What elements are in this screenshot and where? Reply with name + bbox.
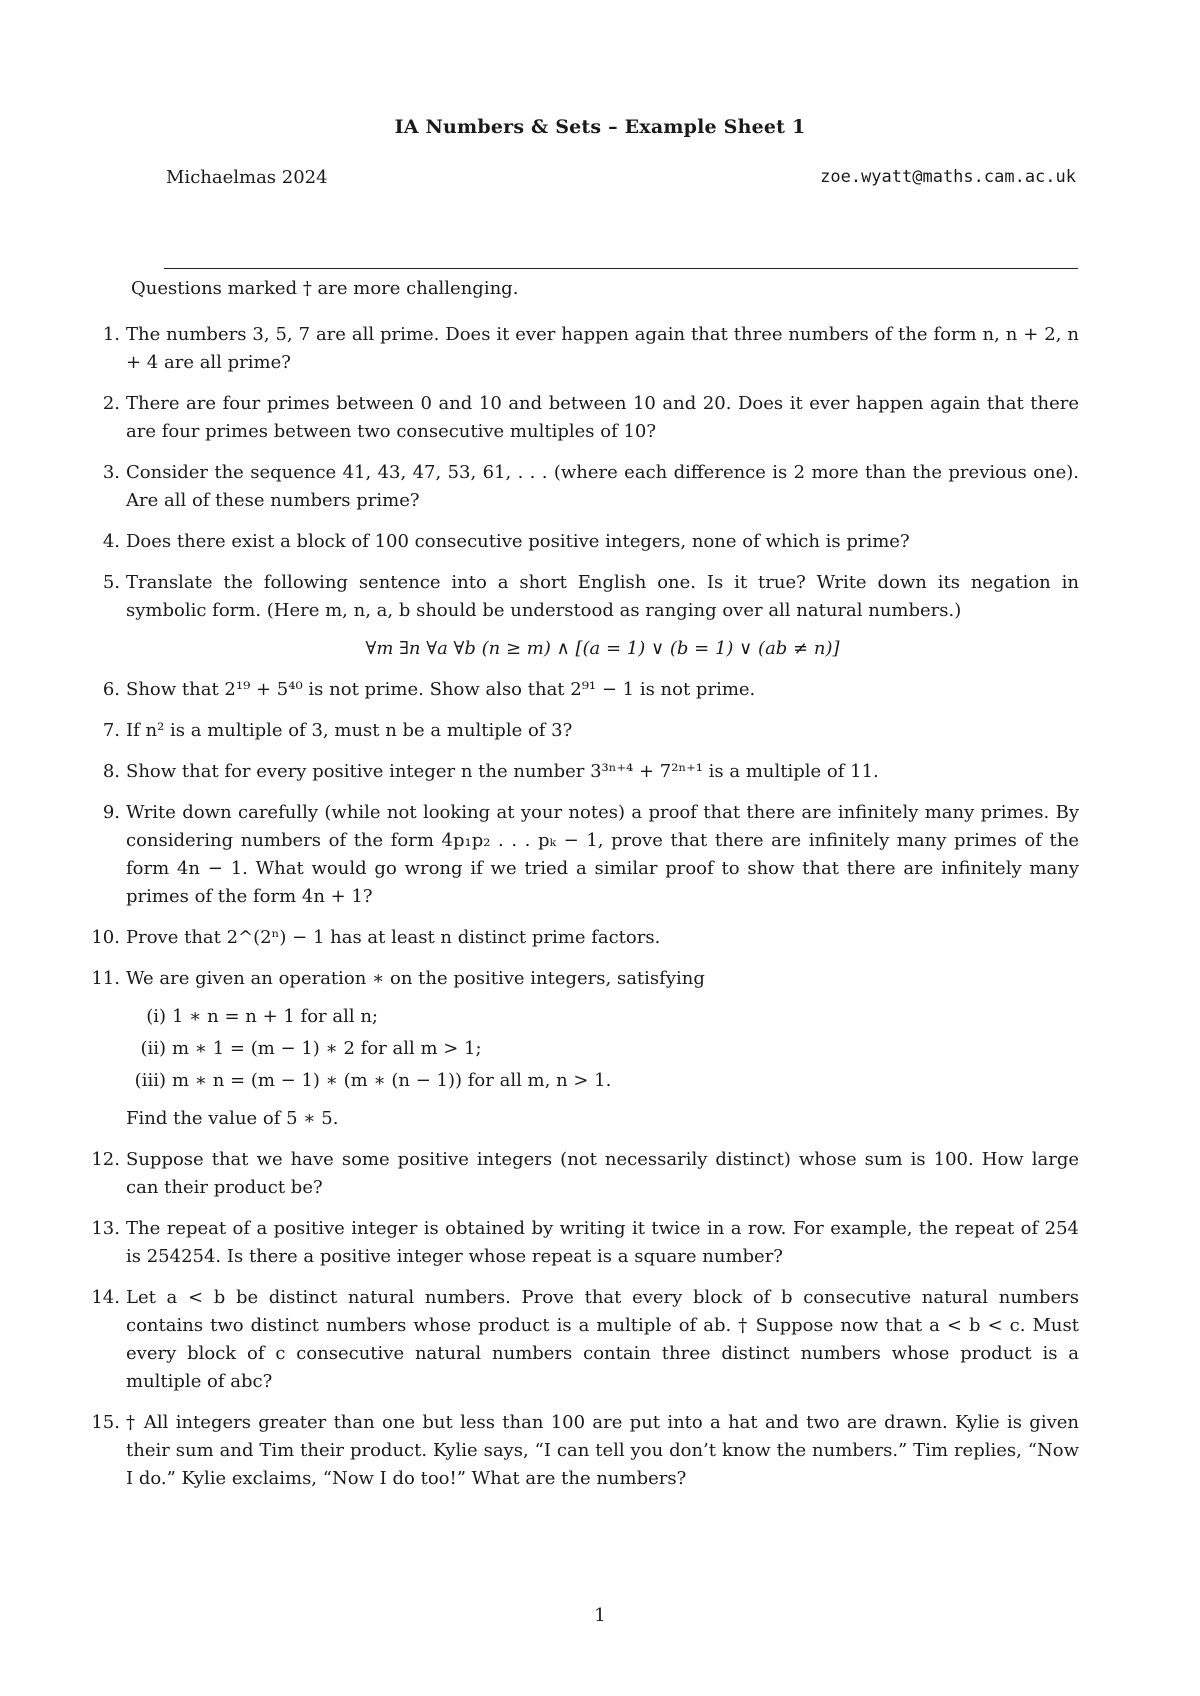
question-item bbox=[102, 569, 1079, 663]
question-number: 14. bbox=[91, 1287, 120, 1308]
sub-condition bbox=[126, 1067, 1079, 1095]
question-number: 3. bbox=[102, 462, 120, 483]
question-text: Let a < b be distinct natural numbers. Prove that every block of b consecutive natural numbers contains two distinct numbers whose product is a multiple of ab. † Suppose now that a < b < c. Must every block of c consecutive natural numbers contain three distinct numbers whose product is a multiple of abc? bbox=[126, 1287, 1079, 1392]
header-rule bbox=[164, 268, 1078, 269]
sub-condition-text: m ∗ 1 = (m − 1) ∗ 2 for all m > 1; bbox=[172, 1038, 482, 1059]
question-text: If n² is a multiple of 3, must n be a multiple of 3? bbox=[126, 720, 573, 741]
question-text: There are four primes between 0 and 10 and between 10 and 20. Does it ever happen again that there are four primes between two consecutive multiples of 10? bbox=[126, 393, 1079, 442]
question-number: 1. bbox=[102, 324, 120, 345]
question-item bbox=[91, 965, 1079, 1133]
question-number: 12. bbox=[91, 1149, 120, 1170]
question-item bbox=[102, 717, 1079, 745]
term-label: Michaelmas 2024 bbox=[166, 167, 328, 188]
author-email: zoe.wyatt@maths.cam.ac.uk bbox=[820, 167, 1076, 187]
question-item bbox=[102, 799, 1079, 911]
question-number: 8. bbox=[102, 761, 120, 782]
question-number: 11. bbox=[91, 968, 120, 989]
question-number: 9. bbox=[102, 802, 120, 823]
question-text: Show that 2¹⁹ + 5⁴⁰ is not prime. Show also that 2⁹¹ − 1 is not prime. bbox=[126, 679, 756, 700]
question-number: 10. bbox=[91, 927, 120, 948]
question-list bbox=[91, 321, 1079, 1506]
sub-condition bbox=[126, 1003, 1079, 1031]
sub-condition-text: m ∗ n = (m − 1) ∗ (m ∗ (n − 1)) for all m, n > 1. bbox=[172, 1070, 612, 1091]
question-number: 13. bbox=[91, 1218, 120, 1239]
question-text: Suppose that we have some positive integers (not necessarily distinct) whose sum is 100. How large can their product be? bbox=[126, 1149, 1079, 1198]
header-meta bbox=[166, 167, 1076, 188]
question-text: Translate the following sentence into a short English one. Is it true? Write down its negation in symbolic form. (Here m, n, a, b should be understood as ranging over all natural numbers.) bbox=[126, 572, 1079, 621]
question-item bbox=[91, 1284, 1079, 1396]
question-item bbox=[102, 390, 1079, 446]
question-number: 2. bbox=[102, 393, 120, 414]
display-formula: ∀m ∃n ∀a ∀b (n ≥ m) ∧ [(a = 1) ∨ (b = 1) ∨ (ab ≠ n)] bbox=[365, 638, 840, 659]
sub-condition-list bbox=[126, 1003, 1079, 1095]
question-text: Consider the sequence 41, 43, 47, 53, 61, . . . (where each difference is 2 more than the previous one). Are all of these numbers prime? bbox=[126, 462, 1079, 511]
sub-condition-number: (iii) bbox=[134, 1070, 166, 1091]
sub-condition-number: (ii) bbox=[140, 1038, 166, 1059]
question-number: 7. bbox=[102, 720, 120, 741]
question-item bbox=[102, 676, 1079, 704]
question-text: The numbers 3, 5, 7 are all prime. Does it ever happen again that three numbers of the form n, n + 2, n + 4 are all prime? bbox=[126, 324, 1079, 373]
intro-note: Questions marked † are more challenging. bbox=[131, 278, 519, 299]
sub-condition-text: 1 ∗ n = n + 1 for all n; bbox=[172, 1006, 378, 1027]
question-text: The repeat of a positive integer is obtained by writing it twice in a row. For example, the repeat of 254 is 254254. Is there a positive integer whose repeat is a square number? bbox=[126, 1218, 1079, 1267]
question-number: 5. bbox=[102, 572, 120, 593]
question-text: We are given an operation ∗ on the positive integers, satisfying bbox=[126, 968, 705, 989]
question-item bbox=[91, 1215, 1079, 1271]
question-item bbox=[91, 1146, 1079, 1202]
question-item bbox=[91, 924, 1079, 952]
question-item bbox=[102, 321, 1079, 377]
sub-condition-number: (i) bbox=[146, 1006, 166, 1027]
page-title: IA Numbers & Sets – Example Sheet 1 bbox=[394, 116, 806, 138]
question-number: 6. bbox=[102, 679, 120, 700]
question-text: Write down carefully (while not looking at your notes) a proof that there are infinitely many primes. By considering numbers of the form 4p₁p₂ . . . pₖ − 1, prove that there are infinitely many primes of the form 4n − 1. What would go wrong if we tried a similar proof to show that there are infinitely many primes of the form 4n + 1? bbox=[126, 802, 1079, 907]
question-item bbox=[102, 758, 1079, 786]
question-number: 15. bbox=[91, 1412, 120, 1433]
question-text: Prove that 2^(2ⁿ) − 1 has at least n distinct prime factors. bbox=[126, 927, 661, 948]
question-number: 4. bbox=[102, 531, 120, 552]
question-text: † All integers greater than one but less than 100 are put into a hat and two are drawn. Kylie is given their sum and Tim their product. Kylie says, “I can tell you don’t know the numbers.” Tim replies, “Now I do.” Kylie exclaims, “Now I do too!” What are the numbers? bbox=[126, 1412, 1079, 1489]
question-item bbox=[91, 1409, 1079, 1493]
page-number: 1 bbox=[594, 1605, 606, 1626]
question-text: Show that for every positive integer n the number 3³ⁿ⁺⁴ + 7²ⁿ⁺¹ is a multiple of 11. bbox=[126, 761, 879, 782]
sub-condition bbox=[126, 1035, 1079, 1063]
question-item bbox=[102, 459, 1079, 515]
question-item bbox=[102, 528, 1079, 556]
question-followup: Find the value of 5 ∗ 5. bbox=[126, 1108, 339, 1129]
question-text: Does there exist a block of 100 consecutive positive integers, none of which is prime? bbox=[126, 531, 910, 552]
